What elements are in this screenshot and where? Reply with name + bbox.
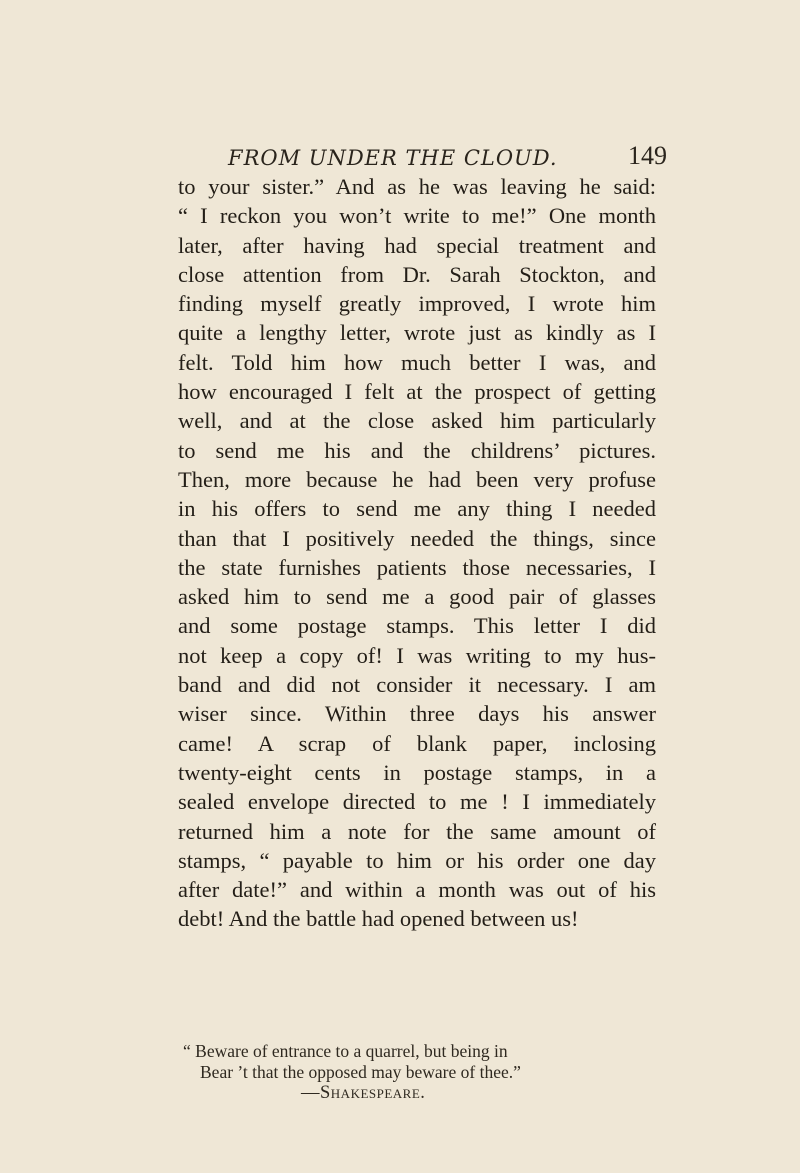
text-line: wiser since. Within three days his answer [178,701,656,727]
epigraph-line: “ Beware of entrance to a quarrel, but being in [183,1041,508,1061]
text-line: later, after having had special treatment and [178,232,656,258]
body-paragraph [178,172,656,934]
text-line: after date!” and within a month was out of his [178,877,656,903]
text-line: and some postage stamps. This letter I did [178,613,656,639]
running-title: FROM UNDER THE CLOUD. [228,146,558,170]
text-line: in his offers to send me any thing I needed [178,496,656,522]
text-line: stamps, “ payable to him or his order one day [178,847,656,873]
epigraph-attribution: —Shakespeare. [301,1083,426,1103]
epigraph [183,1041,643,1104]
text-line: the state furnishes patients those necessaries, I [178,554,656,580]
text-line: sealed envelope directed to me ! I immediately [178,789,656,815]
text-line: returned him a note for the same amount of [178,818,656,844]
text-line: close attention from Dr. Sarah Stockton, and [178,261,656,287]
text-line: “ I reckon you won’t write to me!” One month [178,203,656,229]
text-line: twenty-eight cents in postage stamps, in a [178,759,656,785]
text-line: to your sister.” And as he was leaving he said: [178,174,656,199]
text-line: asked him to send me a good pair of glasses [178,584,656,610]
text-line: well, and at the close asked him particularly [178,408,656,434]
epigraph-line: Bear ’t that the opposed may beware of thee.” [200,1062,521,1082]
text-line: than that I positively needed the things, since [178,525,656,551]
text-line: to send me his and the childrens’ pictures. [178,437,656,463]
text-line: debt! And the battle had opened between us! [178,906,579,932]
text-line: felt. Told him how much better I was, and [178,349,656,375]
text-line: Then, more because he had been very profuse [178,466,656,492]
text-line: how encouraged I felt at the prospect of getting [178,379,656,405]
text-line: quite a lengthy letter, wrote just as kindly as I [178,320,656,346]
text-line: finding myself greatly improved, I wrote him [178,291,656,317]
text-line: came! A scrap of blank paper, inclosing [178,730,656,756]
text-line: not keep a copy of! I was writing to my hus- [178,642,656,668]
text-line: band and did not consider it necessary. I am [178,672,656,698]
page-number: 149 [628,141,667,170]
